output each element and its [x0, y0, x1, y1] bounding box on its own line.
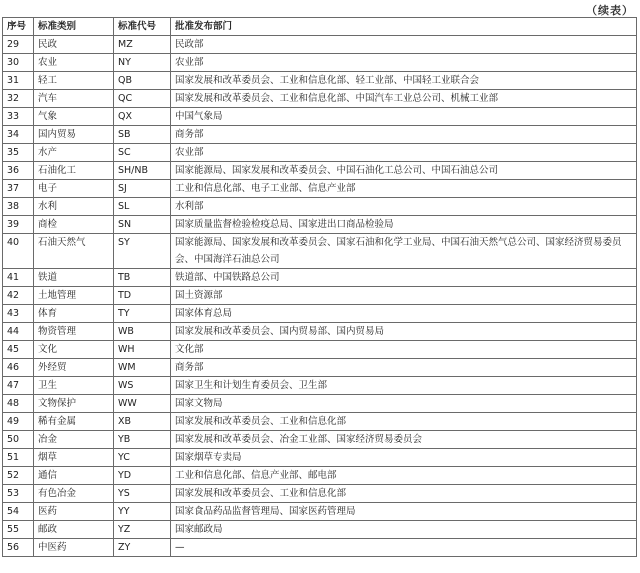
- table-row: [3, 126, 637, 144]
- cell-code: WB: [114, 323, 171, 341]
- cell-seq: 46: [3, 359, 34, 377]
- cell-dept: 国家能源局、国家发展和改革委员会、国家石油和化学工业局、中国石油天然气总公司、国家经济贸易委员会、中国海洋石油总公司: [171, 234, 637, 269]
- table-row: [3, 90, 637, 108]
- cell-category: 中医药: [34, 539, 114, 557]
- cell-category: 物资管理: [34, 323, 114, 341]
- cell-code: QC: [114, 90, 171, 108]
- cell-code: YZ: [114, 521, 171, 539]
- cell-dept: 国家文物局: [171, 395, 637, 413]
- cell-category: 民政: [34, 36, 114, 54]
- cell-dept: 国家食品药品监督管理局、国家医药管理局: [171, 503, 637, 521]
- cell-dept: 国家邮政局: [171, 521, 637, 539]
- cell-category: 体育: [34, 305, 114, 323]
- cell-seq: 50: [3, 431, 34, 449]
- table-row: [3, 162, 637, 180]
- table-row: [3, 108, 637, 126]
- cell-seq: 37: [3, 180, 34, 198]
- cell-category: 农业: [34, 54, 114, 72]
- cell-dept: 国家卫生和计划生育委员会、卫生部: [171, 377, 637, 395]
- cell-code: YS: [114, 485, 171, 503]
- cell-dept: 水利部: [171, 198, 637, 216]
- table-body: [3, 36, 637, 557]
- cell-seq: 56: [3, 539, 34, 557]
- table-row: [3, 449, 637, 467]
- table-row: [3, 341, 637, 359]
- table-row: [3, 485, 637, 503]
- table-row: [3, 36, 637, 54]
- cell-seq: 48: [3, 395, 34, 413]
- cell-code: MZ: [114, 36, 171, 54]
- cell-code: YY: [114, 503, 171, 521]
- cell-code: WW: [114, 395, 171, 413]
- cell-category: 医药: [34, 503, 114, 521]
- cell-dept: 国家能源局、国家发展和改革委员会、中国石油化工总公司、中国石油总公司: [171, 162, 637, 180]
- cell-category: 卫生: [34, 377, 114, 395]
- cell-category: 文物保护: [34, 395, 114, 413]
- cell-dept: 国家体育总局: [171, 305, 637, 323]
- cell-category: 土地管理: [34, 287, 114, 305]
- cell-dept: 商务部: [171, 126, 637, 144]
- continued-label: （续表）: [586, 4, 634, 17]
- cell-category: 冶金: [34, 431, 114, 449]
- cell-category: 水利: [34, 198, 114, 216]
- cell-seq: 29: [3, 36, 34, 54]
- cell-dept: 国家发展和改革委员会、国内贸易部、国内贸易局: [171, 323, 637, 341]
- cell-seq: 33: [3, 108, 34, 126]
- cell-seq: 42: [3, 287, 34, 305]
- cell-code: SL: [114, 198, 171, 216]
- cell-category: 国内贸易: [34, 126, 114, 144]
- cell-code: SB: [114, 126, 171, 144]
- cell-code: WH: [114, 341, 171, 359]
- cell-dept: 国家发展和改革委员会、冶金工业部、国家经济贸易委员会: [171, 431, 637, 449]
- cell-seq: 41: [3, 269, 34, 287]
- cell-code: XB: [114, 413, 171, 431]
- table-row: [3, 198, 637, 216]
- table-row: [3, 323, 637, 341]
- cell-category: 通信: [34, 467, 114, 485]
- table-row: [3, 144, 637, 162]
- cell-code: YB: [114, 431, 171, 449]
- header-code: 标准代号: [114, 18, 171, 36]
- cell-seq: 32: [3, 90, 34, 108]
- cell-dept: 农业部: [171, 54, 637, 72]
- table-row: [3, 395, 637, 413]
- cell-dept: —: [171, 539, 637, 557]
- cell-code: QX: [114, 108, 171, 126]
- cell-seq: 40: [3, 234, 34, 269]
- header-dept: 批准发布部门: [171, 18, 637, 36]
- cell-category: 文化: [34, 341, 114, 359]
- header-category: 标准类别: [34, 18, 114, 36]
- cell-seq: 44: [3, 323, 34, 341]
- table-row: [3, 521, 637, 539]
- cell-category: 外经贸: [34, 359, 114, 377]
- cell-seq: 36: [3, 162, 34, 180]
- table-row: [3, 305, 637, 323]
- table-row: [3, 503, 637, 521]
- cell-category: 石油化工: [34, 162, 114, 180]
- cell-dept: 工业和信息化部、信息产业部、邮电部: [171, 467, 637, 485]
- table-row: [3, 359, 637, 377]
- cell-seq: 39: [3, 216, 34, 234]
- cell-code: QB: [114, 72, 171, 90]
- cell-dept: 国家发展和改革委员会、工业和信息化部、中国汽车工业总公司、机械工业部: [171, 90, 637, 108]
- cell-seq: 53: [3, 485, 34, 503]
- cell-dept: 国家质量监督检验检疫总局、国家进出口商品检验局: [171, 216, 637, 234]
- table-row: [3, 377, 637, 395]
- cell-code: NY: [114, 54, 171, 72]
- cell-category: 汽车: [34, 90, 114, 108]
- cell-category: 烟草: [34, 449, 114, 467]
- cell-seq: 31: [3, 72, 34, 90]
- table-row: [3, 287, 637, 305]
- cell-seq: 54: [3, 503, 34, 521]
- cell-dept: 民政部: [171, 36, 637, 54]
- cell-seq: 34: [3, 126, 34, 144]
- cell-dept: 国家烟草专卖局: [171, 449, 637, 467]
- cell-category: 轻工: [34, 72, 114, 90]
- table-row: [3, 467, 637, 485]
- cell-dept: 中国气象局: [171, 108, 637, 126]
- cell-dept: 铁道部、中国铁路总公司: [171, 269, 637, 287]
- cell-seq: 38: [3, 198, 34, 216]
- cell-code: TD: [114, 287, 171, 305]
- table-header-row: [3, 18, 637, 36]
- table-row: [3, 54, 637, 72]
- cell-code: ZY: [114, 539, 171, 557]
- cell-dept: 国家发展和改革委员会、工业和信息化部、轻工业部、中国轻工业联合会: [171, 72, 637, 90]
- cell-dept: 国土资源部: [171, 287, 637, 305]
- table-row: [3, 431, 637, 449]
- table-row: [3, 413, 637, 431]
- cell-seq: 30: [3, 54, 34, 72]
- cell-category: 邮政: [34, 521, 114, 539]
- table-row: [3, 180, 637, 198]
- standards-table: [2, 17, 637, 557]
- table-row: [3, 234, 637, 269]
- cell-seq: 35: [3, 144, 34, 162]
- cell-seq: 47: [3, 377, 34, 395]
- cell-code: SY: [114, 234, 171, 269]
- cell-seq: 55: [3, 521, 34, 539]
- cell-seq: 49: [3, 413, 34, 431]
- cell-dept: 文化部: [171, 341, 637, 359]
- table-row: [3, 269, 637, 287]
- cell-seq: 45: [3, 341, 34, 359]
- cell-dept: 国家发展和改革委员会、工业和信息化部: [171, 413, 637, 431]
- cell-category: 铁道: [34, 269, 114, 287]
- cell-code: TY: [114, 305, 171, 323]
- table-row: [3, 216, 637, 234]
- cell-category: 石油天然气: [34, 234, 114, 269]
- cell-dept: 商务部: [171, 359, 637, 377]
- cell-code: YC: [114, 449, 171, 467]
- cell-seq: 52: [3, 467, 34, 485]
- cell-code: SH/NB: [114, 162, 171, 180]
- cell-dept: 国家发展和改革委员会、工业和信息化部: [171, 485, 637, 503]
- cell-category: 有色冶金: [34, 485, 114, 503]
- cell-category: 稀有金属: [34, 413, 114, 431]
- cell-category: 水产: [34, 144, 114, 162]
- cell-code: SJ: [114, 180, 171, 198]
- cell-seq: 51: [3, 449, 34, 467]
- cell-dept: 工业和信息化部、电子工业部、信息产业部: [171, 180, 637, 198]
- cell-category: 电子: [34, 180, 114, 198]
- table-row: [3, 539, 637, 557]
- cell-category: 气象: [34, 108, 114, 126]
- cell-seq: 43: [3, 305, 34, 323]
- cell-code: WM: [114, 359, 171, 377]
- cell-category: 商检: [34, 216, 114, 234]
- cell-code: SN: [114, 216, 171, 234]
- table-row: [3, 72, 637, 90]
- cell-code: WS: [114, 377, 171, 395]
- header-seq: 序号: [3, 18, 34, 36]
- cell-code: YD: [114, 467, 171, 485]
- cell-dept: 农业部: [171, 144, 637, 162]
- cell-code: TB: [114, 269, 171, 287]
- cell-code: SC: [114, 144, 171, 162]
